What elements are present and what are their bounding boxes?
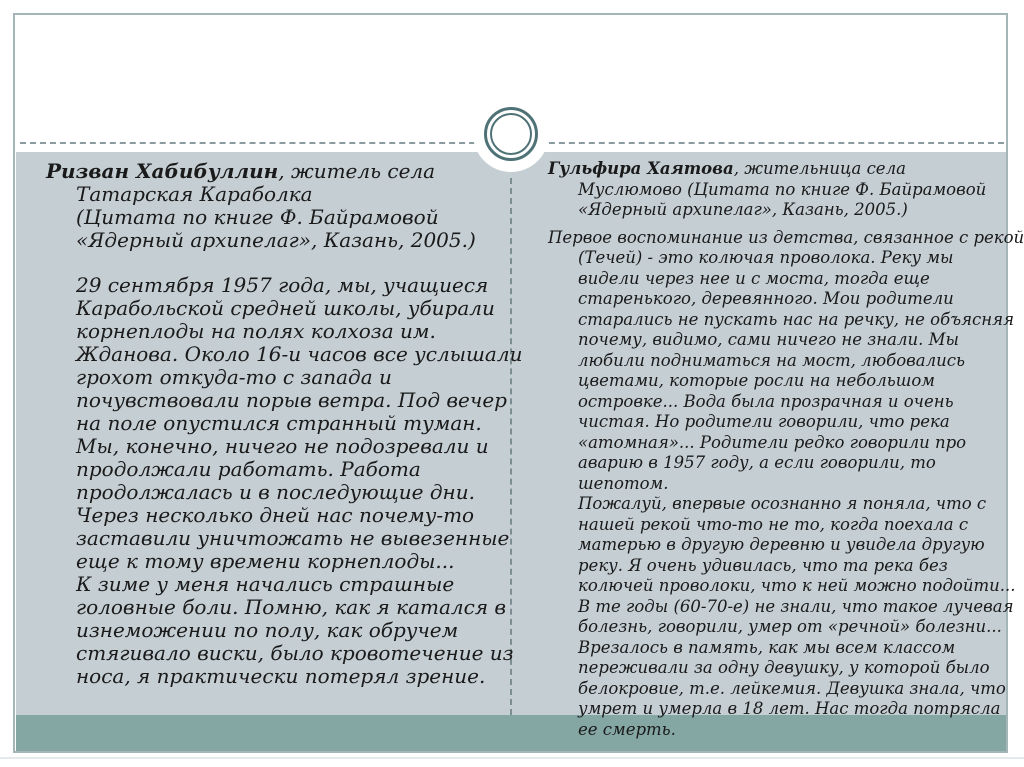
text-line: «Ядерный архипелаг», Казань, 2005.) bbox=[76, 228, 476, 252]
text-line: «Ядерный архипелаг», Казань, 2005.) bbox=[578, 200, 908, 219]
text-line: Мы, конечно, ничего не подозревали и bbox=[76, 434, 489, 458]
text-line: чистая. Но родители говорили, что река bbox=[578, 412, 950, 431]
text-line: 29 сентября 1957 года, мы, учащиеся bbox=[76, 273, 489, 297]
text-line: Через несколько дней нас почему-то bbox=[76, 503, 475, 527]
right-quote-body bbox=[548, 227, 1024, 741]
text-line: любили подниматься на мост, любовались bbox=[578, 350, 965, 370]
text-line: реку. Я очень удивилась, что та река без bbox=[578, 555, 948, 575]
text-line: грохот откуда-то с запада и bbox=[76, 365, 392, 389]
right-speaker-role: , жительница села bbox=[733, 159, 906, 178]
left-speaker-line bbox=[46, 160, 512, 183]
right-speaker-name: Гульфира Хаятова bbox=[548, 159, 734, 178]
text-line: (Течей) - это колючая проволока. Реку мы bbox=[578, 248, 954, 267]
left-quote-body bbox=[76, 273, 523, 688]
text-line: Татарская Караболка bbox=[76, 182, 313, 206]
text-line: Жданова. Около 16-и часов все услышали bbox=[76, 342, 523, 366]
text-line: на поле опустился странный туман. bbox=[76, 411, 482, 435]
left-quote-source bbox=[76, 183, 512, 252]
text-line: стягивало виски, было кровотечение из bbox=[76, 641, 514, 665]
text-line: умрет и умерла в 18 лет. Нас тогда потрясла bbox=[578, 699, 1001, 718]
text-line: Первое воспоминание из детства, связанное с рекой bbox=[548, 227, 1024, 247]
text-line: почему, видимо, сами ничего не знали. Мы bbox=[578, 330, 959, 349]
text-line: старались не пускать нас на речку, не объясняя bbox=[578, 309, 1015, 329]
text-line: Муслюмово (Цитата по книге Ф. Байрамовой bbox=[578, 179, 987, 199]
text-line: шепотом. bbox=[578, 473, 669, 493]
right-quote-column bbox=[548, 159, 1024, 740]
text-line: белокровие, т.е. лейкемия. Девушка знала, что bbox=[578, 678, 1006, 698]
text-line: почувствовали порыв ветра. Под вечер bbox=[76, 388, 507, 412]
text-line: еще к тому времени корнеплоды... bbox=[76, 549, 455, 573]
text-line: старенького, деревянного. Мои родители bbox=[578, 289, 954, 308]
text-line: матерью в другую деревню и увидела другую bbox=[578, 535, 985, 554]
circle-ornament-inner-ring bbox=[490, 113, 532, 155]
text-line: ее смерть. bbox=[578, 719, 676, 739]
text-line: Пожалуй, впервые осознанно я поняла, что с bbox=[578, 494, 987, 513]
text-line: корнеплоды на полях колхоза им. bbox=[76, 319, 436, 343]
text-line: головные боли. Помню, как я катался в bbox=[76, 595, 507, 619]
text-line: нашей рекой что-то не то, когда поехала с bbox=[578, 514, 969, 534]
text-line: К зиме у меня начались страшные bbox=[76, 572, 455, 596]
text-line: изнеможении по полу, как обручем bbox=[76, 618, 459, 642]
slide-shadow-line bbox=[0, 757, 1024, 759]
left-quote-column bbox=[46, 159, 523, 688]
left-speaker-role: , житель села bbox=[278, 159, 436, 183]
text-line: носа, я практически потерял зрение. bbox=[76, 664, 486, 688]
text-line: видели через нее и с моста, тогда еще bbox=[578, 268, 930, 288]
left-speaker-name: Ризван Хабибуллин bbox=[46, 159, 279, 183]
text-line: Карабольской средней школы, убирали bbox=[76, 296, 495, 320]
text-line: цветами, которые росли на небольшом bbox=[578, 371, 935, 390]
text-line: переживали за одну девушку, у которой было bbox=[578, 658, 990, 677]
text-line: островке... Вода была прозрачная и очень bbox=[578, 391, 954, 411]
text-line: В те годы (60-70-е) не знали, что такое лучевая bbox=[578, 596, 1014, 616]
right-speaker-line bbox=[548, 159, 1008, 180]
text-line: продолжали работать. Работа bbox=[76, 457, 421, 481]
text-line: «атомная»... Родители редко говорили про bbox=[578, 432, 967, 452]
right-quote-source bbox=[578, 180, 1008, 221]
text-line: колючей проволоки, что к ней можно подойти... bbox=[578, 576, 1016, 595]
text-line: заставили уничтожать не вывезенные bbox=[76, 526, 510, 550]
text-line: Врезалось в память, как мы всем классом bbox=[578, 637, 956, 657]
text-line: аварию в 1957 году, а если говорили, то bbox=[578, 453, 936, 472]
text-line: болезнь, говорили, умер от «речной» болезни... bbox=[578, 617, 1002, 636]
text-line: продолжалась и в последующие дни. bbox=[76, 480, 475, 504]
text-line: (Цитата по книге Ф. Байрамовой bbox=[76, 205, 439, 229]
